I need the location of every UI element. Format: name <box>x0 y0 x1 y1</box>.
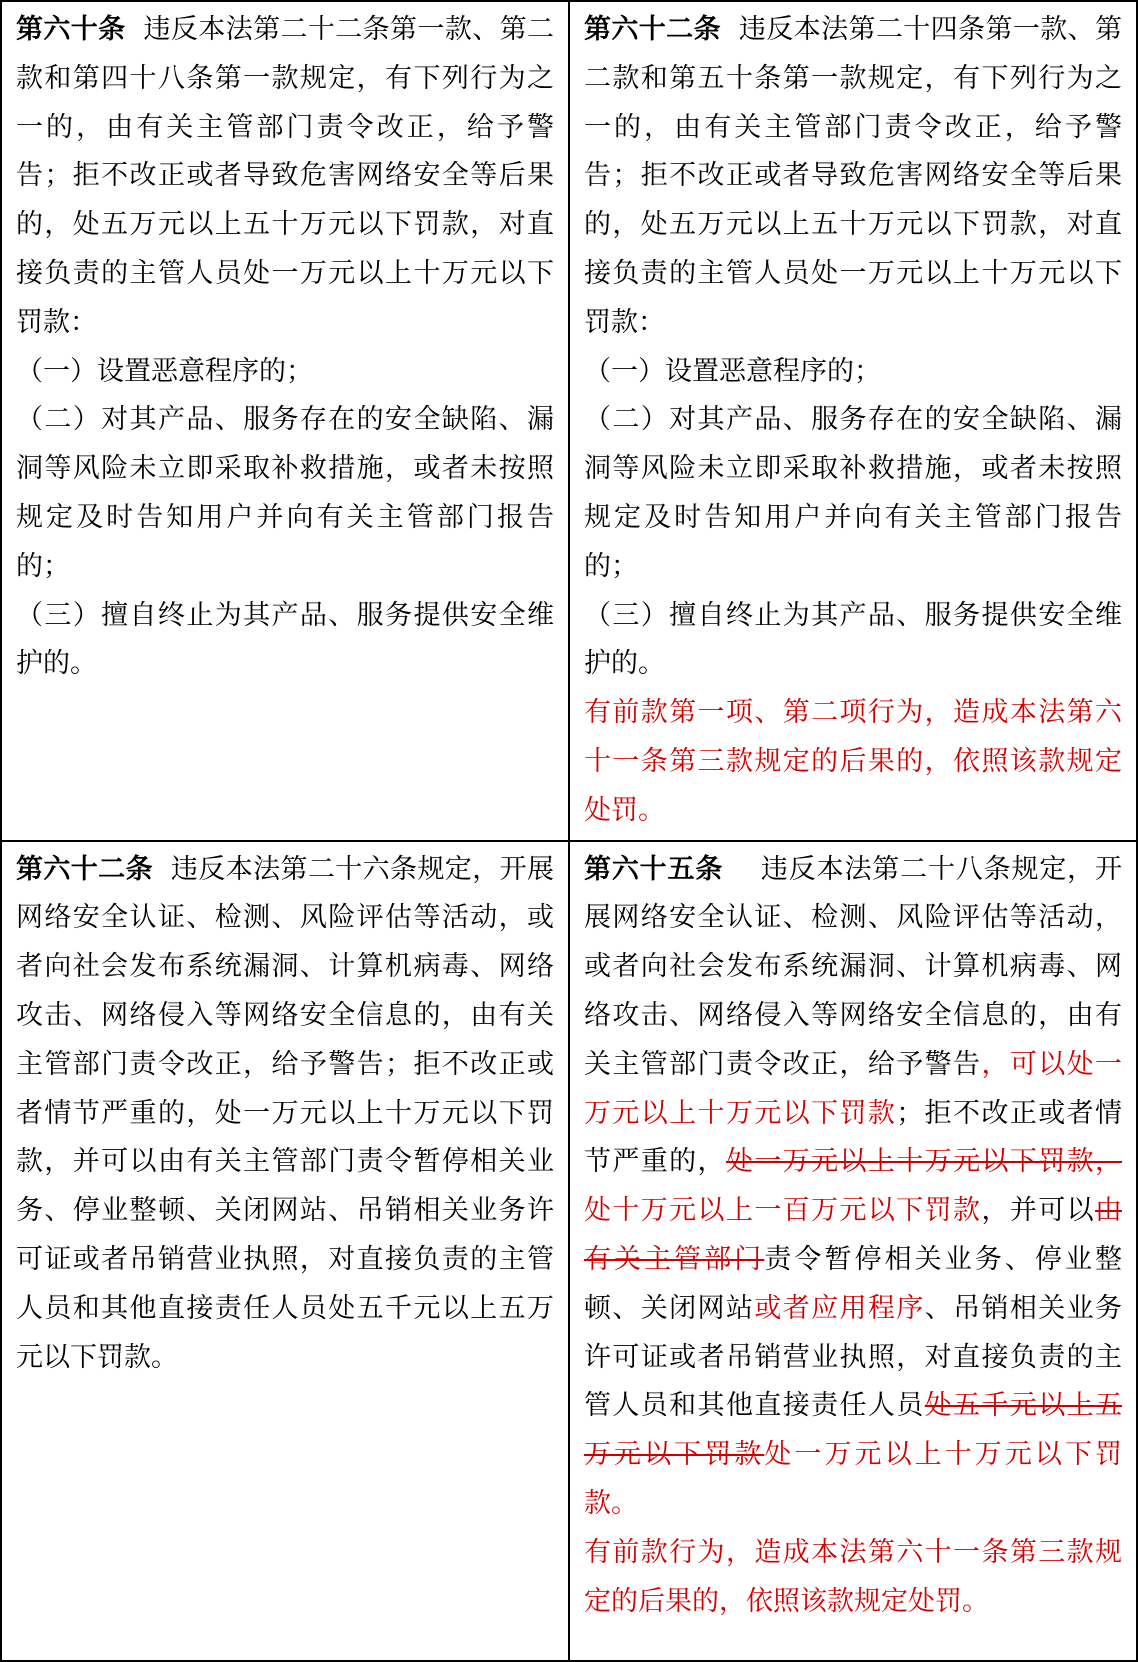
article-paragraph <box>584 846 1122 1529</box>
deleted-text: 由有关主管部门 <box>584 1195 1123 1275</box>
added-paragraph: 有前款第一项、第二项行为，造成本法第六十一条第三款规定的后果的，依照该款规定处罚。 <box>584 697 1122 826</box>
new-article-cell <box>569 841 1137 1661</box>
added-text: 处一万元以上十万元以下罚款。 <box>584 1439 1123 1519</box>
article-number: 第六十二条 <box>16 853 153 885</box>
article-body: 违反本法第二十四条第一款、第二款和第五十条第一款规定，有下列行为之一的，由有关主管部门责令改正，给予警告；拒不改正或者导致危害网络安全等后果的，处五万元以上五十万元以下罚款，对直接负责的主管人员处一万元以上十万元以下罚款： <box>584 14 1123 338</box>
article-number: 第六十五条 <box>584 853 724 885</box>
table-row <box>1 841 1137 1661</box>
article-body: 违反本法第二十八条规定，开展网络安全认证、检测、风险评估等活动，或者向社会发布系统漏洞、计算机病毒、网络攻击、网络侵入等网络安全信息的，由有关主管部门责令改正，给予警告 <box>584 853 1123 1080</box>
article-number: 第六十二条 <box>584 14 721 45</box>
article-paragraph <box>16 846 554 1383</box>
article-paragraph <box>16 6 554 348</box>
new-article-cell <box>569 1 1137 841</box>
list-item: （一）设置恶意程序的； <box>584 355 881 387</box>
article-body: 违反本法第二十二条第一款、第二款和第四十八条第一款规定，有下列行为之一的，由有关主管部门责令改正，给予警告；拒不改正或者导致危害网络安全等后果的，处五万元以上五十万元以下罚款，对直接负责的主管人员处一万元以上十万元以下罚款： <box>16 14 555 338</box>
list-item: （三）擅自终止为其产品、服务提供安全维护的。 <box>584 599 1122 680</box>
article-number: 第六十条 <box>16 14 126 45</box>
deleted-text: 处五千元以上五万元以下罚款 <box>584 1390 1123 1471</box>
table-row <box>1 1 1137 841</box>
list-item: （一）设置恶意程序的； <box>16 355 313 387</box>
old-article-cell <box>1 841 569 1661</box>
added-paragraph: 有前款行为，造成本法第六十一条第三款规定的后果的，依照该款规定处罚。 <box>584 1536 1122 1617</box>
article-paragraph <box>584 6 1122 348</box>
article-body: 、吊销相关业务许可证或者吊销营业执照，对直接负责的主管人员和其他直接责任人员 <box>584 1292 1123 1422</box>
added-text: ，可以处一万元以上十万元以下罚款 <box>584 1048 1123 1129</box>
old-article-cell <box>1 1 569 841</box>
article-body: 责令暂停相关业务、停业整顿、关闭网站 <box>584 1243 1123 1324</box>
article-body: ；拒不改正或者情节严重的， <box>584 1097 1123 1178</box>
article-body: ，并可以 <box>981 1195 1096 1227</box>
deleted-text: 处一万元以上十万元以下罚款， <box>725 1146 1123 1178</box>
added-text: 处十万元以上一百万元以下罚款 <box>584 1195 982 1227</box>
list-item: （二）对其产品、服务存在的安全缺陷、漏洞等风险未立即采取补救措施，或者未按照规定及时告知用户并向有关主管部门报告的； <box>16 404 554 582</box>
list-item: （三）擅自终止为其产品、服务提供安全维护的。 <box>16 599 554 680</box>
article-body: 违反本法第二十六条规定，开展网络安全认证、检测、风险评估等活动，或者向社会发布系统漏洞、计算机病毒、网络攻击、网络侵入等网络安全信息的，由有关主管部门责令改正，给予警告；拒不改正或者情节严重的，处一万元以上十万元以下罚款，并可以由有关主管部门责令暂停相关业务、停业整顿、关闭网站、吊销相关业务许可证或者吊销营业执照，对直接负责的主管人员和其他直接责任人员处五千元以上五万元以下罚款。 <box>16 853 555 1373</box>
added-text: 或者应用程序 <box>754 1292 925 1324</box>
list-item: （二）对其产品、服务存在的安全缺陷、漏洞等风险未立即采取补救措施，或者未按照规定及时告知用户并向有关主管部门报告的； <box>584 404 1122 582</box>
